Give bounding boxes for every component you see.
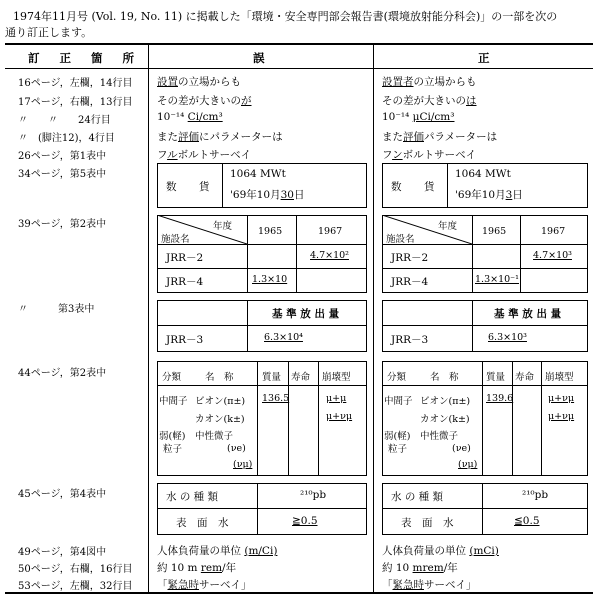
wrong-table2-r2-value: 1.3×10: [252, 274, 288, 285]
wrong-table44-r3a: 弱(軽): [159, 431, 186, 442]
correct-table5-label: 数 貨: [391, 181, 441, 193]
header-location: 訂 正 箇 所: [28, 51, 143, 65]
correct-table44-h5: 崩壊型: [545, 372, 574, 383]
wrong-table4-r2: ≧0.5: [292, 515, 318, 527]
wrong-table4-h2: ²¹⁰pb: [300, 489, 327, 501]
location-item: 〃 第3表中: [18, 304, 95, 315]
wrong-table4-h1: 水 の 種 類: [166, 491, 219, 503]
correct-table44-r3b: 粒子: [388, 444, 408, 455]
wrong-line: フルボルトサーベイ: [157, 149, 252, 161]
wrong-table44-divider: [318, 361, 319, 476]
wrong-table2-corner-top: 年度: [213, 221, 233, 232]
correct-table44-r2a: カオン(k±): [420, 414, 470, 425]
correct-table4-r2: ≦0.5: [514, 515, 540, 527]
wrong-table44-r1a: ビオン(π±): [195, 396, 246, 407]
wrong-table3-header: 基 準 放 出 量: [272, 308, 340, 320]
wrong-table3-divider: [247, 300, 248, 352]
correct-table2-corner-top: 年度: [438, 221, 458, 232]
location-item: 17ページ，右欄，13行目: [18, 97, 133, 108]
correct-table44-r3c: 中性微子: [420, 431, 459, 442]
location-item: 16ページ，左欄，14行目: [18, 78, 133, 89]
correct-table4-h1: 水 の 種 類: [391, 491, 444, 503]
wrong-line: 設置の立場からも: [157, 76, 241, 88]
column-divider-2: [373, 43, 374, 593]
header-wrong: 誤: [253, 51, 273, 65]
wrong-table5-line2: '69年10月30日: [230, 189, 305, 201]
location-item: 〃 〃 24行目: [18, 115, 111, 126]
intro-line-1: 1974年11月号 (Vol. 19, No. 11) に掲載した「環境・安全専門部会報告書(環境放射能分科会)」の一部を次の: [13, 10, 558, 23]
wrong-tail: 人体負荷量の単位 (m/Ci): [157, 545, 278, 557]
wrong-table44-h1: 分類: [162, 372, 182, 383]
correct-line: 設置者の立場からも: [382, 76, 477, 88]
table-bottom-border: [5, 592, 593, 594]
correct-table44-r1: 中間子: [384, 396, 413, 407]
wrong-table44-r1c: μ+μ: [326, 393, 347, 404]
wrong-table2-col2: 1967: [318, 226, 343, 237]
correct-table2-col1: 1965: [482, 226, 507, 237]
wrong-table44-h5: 崩壊型: [322, 372, 351, 383]
location-item: 50ページ，右欄，16行目: [18, 564, 133, 575]
wrong-table4-r1: 表 面 水: [176, 517, 229, 529]
correct-table44-divider: [541, 361, 542, 476]
wrong-table44-r1: 中間子: [159, 396, 188, 407]
correct-table4-divider: [482, 483, 483, 535]
wrong-table44-r2c: μ+νμ: [326, 411, 353, 422]
correct-table44-h3: 質量: [486, 372, 506, 383]
correct-table5-divider: [447, 163, 448, 208]
correct-table44-r3a: 弱(軽): [384, 431, 411, 442]
intro-line-2: 通り訂正します。: [5, 26, 93, 39]
wrong-table3-value: 6.3×10⁴: [264, 332, 303, 343]
location-item: 34ページ，第5表中: [18, 169, 107, 180]
correct-table2-r2-name: JRR－4: [391, 276, 429, 288]
correct-table2-r2-value: 1.3×10⁻¹: [475, 274, 519, 285]
wrong-table2-divider: [296, 215, 297, 293]
wrong-table2-r1-value: 4.7×10²: [310, 250, 349, 261]
correct-table2-r1-value: 4.7×10³: [533, 250, 572, 261]
wrong-table2-rule: [157, 268, 367, 269]
correct-table44-h1: 分類: [387, 372, 407, 383]
correct-table4-rule: [382, 508, 588, 509]
correct-table3-header: 基 準 放 出 量: [494, 308, 562, 320]
correct-table2-rule: [382, 268, 588, 269]
location-item: 45ページ，第4表中: [18, 489, 107, 500]
wrong-table44-r2a: カオン(k±): [195, 414, 245, 425]
wrong-table44-r3e: (νμ): [233, 459, 253, 470]
wrong-table4-rule: [157, 508, 367, 509]
correct-line: また評価パラメーターは: [382, 131, 498, 143]
correct-table2-r1-name: JRR－2: [391, 252, 429, 264]
correct-tail: 人体負荷量の単位 (mCi): [382, 545, 499, 557]
location-item: 〃 (脚注12)，4行目: [18, 133, 115, 144]
wrong-line: 10⁻¹⁴ Ci/cm³: [157, 111, 223, 123]
wrong-table2-corner-bottom: 施設名: [161, 234, 190, 245]
correct-line: 10⁻¹⁴ μCi/cm³: [382, 111, 455, 123]
correct-table44-divider: [482, 361, 483, 476]
wrong-table44-h2: 名 称: [205, 372, 234, 383]
correct-table5-line1: 1064 MWt: [455, 168, 511, 180]
correct-table44-rule: [382, 385, 588, 386]
wrong-table44-r3c: 中性微子: [195, 431, 234, 442]
correct-table3-divider: [472, 300, 473, 352]
correct-table2-divider: [520, 215, 521, 293]
column-divider-1: [148, 43, 149, 593]
correct-table44-r1a: ビオン(π±): [420, 396, 471, 407]
wrong-table4-divider: [257, 483, 258, 535]
correct-table4-h2: ²¹⁰pb: [522, 489, 549, 501]
correct-table44-r1b: 139.6: [486, 393, 514, 404]
correct-table44-h4: 寿命: [515, 372, 535, 383]
wrong-table44-rule: [157, 385, 367, 386]
table-top-border: [5, 43, 593, 45]
wrong-table3-rule: [157, 325, 367, 326]
correct-tail: 「緊急時サーベイ」: [382, 579, 477, 591]
wrong-table5-label: 数 貨: [166, 181, 216, 193]
correct-tail: 約 10 mrem/年: [382, 562, 458, 574]
correct-table44-divider: [512, 361, 513, 476]
correct-table3-name: JRR－3: [391, 334, 429, 346]
correct-table2-col2: 1967: [541, 226, 566, 237]
correct-table44-r2c: μ+νμ: [548, 411, 575, 422]
location-item: 49ページ，第4図中: [18, 547, 107, 558]
correct-table3-value: 6.3×10³: [488, 332, 527, 343]
correct-table44-r3d: (νe): [452, 443, 471, 454]
wrong-table3-name: JRR－3: [166, 334, 204, 346]
wrong-table2-divider: [247, 215, 248, 293]
header-divider: [5, 68, 593, 69]
location-item: 39ページ，第2表中: [18, 219, 107, 230]
wrong-tail: 「緊急時サーベイ」: [157, 579, 252, 591]
wrong-line: また評価にパラメーターは: [157, 131, 283, 143]
correct-table3-rule: [382, 325, 588, 326]
correct-table44-h2: 名 称: [430, 372, 459, 383]
wrong-table44-divider: [257, 361, 258, 476]
wrong-line: その差が大きいのが: [157, 95, 252, 107]
wrong-table44-r3d: (νe): [227, 443, 246, 454]
correct-table2-divider: [472, 215, 473, 293]
correct-table5-line2: '69年10月3日: [455, 189, 523, 201]
correct-line: フンボルトサーベイ: [382, 149, 477, 161]
wrong-table44-divider: [288, 361, 289, 476]
location-item: 26ページ，第1表中: [18, 151, 107, 162]
wrong-table44-r1b: 136.5: [262, 393, 290, 404]
correct-table2-corner-bottom: 施設名: [386, 234, 415, 245]
wrong-tail: 約 10 m rem/年: [157, 562, 237, 574]
wrong-table2-col1: 1965: [258, 226, 283, 237]
wrong-table44-h4: 寿命: [291, 372, 311, 383]
header-correct: 正: [478, 51, 498, 65]
correct-table44-r3e: (νμ): [458, 459, 478, 470]
wrong-table5-divider: [222, 163, 223, 208]
wrong-table44-h3: 質量: [262, 372, 282, 383]
correct-line: その差が大きいのは: [382, 95, 477, 107]
wrong-table2-r1-name: JRR－2: [166, 252, 204, 264]
correct-table4-r1: 表 面 水: [401, 517, 454, 529]
location-item: 53ページ，左欄，32行目: [18, 581, 133, 592]
wrong-table2-r2-name: JRR－4: [166, 276, 204, 288]
correct-table44-r1c: μ+νμ: [548, 393, 575, 404]
wrong-table44-r3b: 粒子: [163, 444, 183, 455]
wrong-table5-line1: 1064 MWt: [230, 168, 286, 180]
location-item: 44ページ，第2表中: [18, 368, 107, 379]
